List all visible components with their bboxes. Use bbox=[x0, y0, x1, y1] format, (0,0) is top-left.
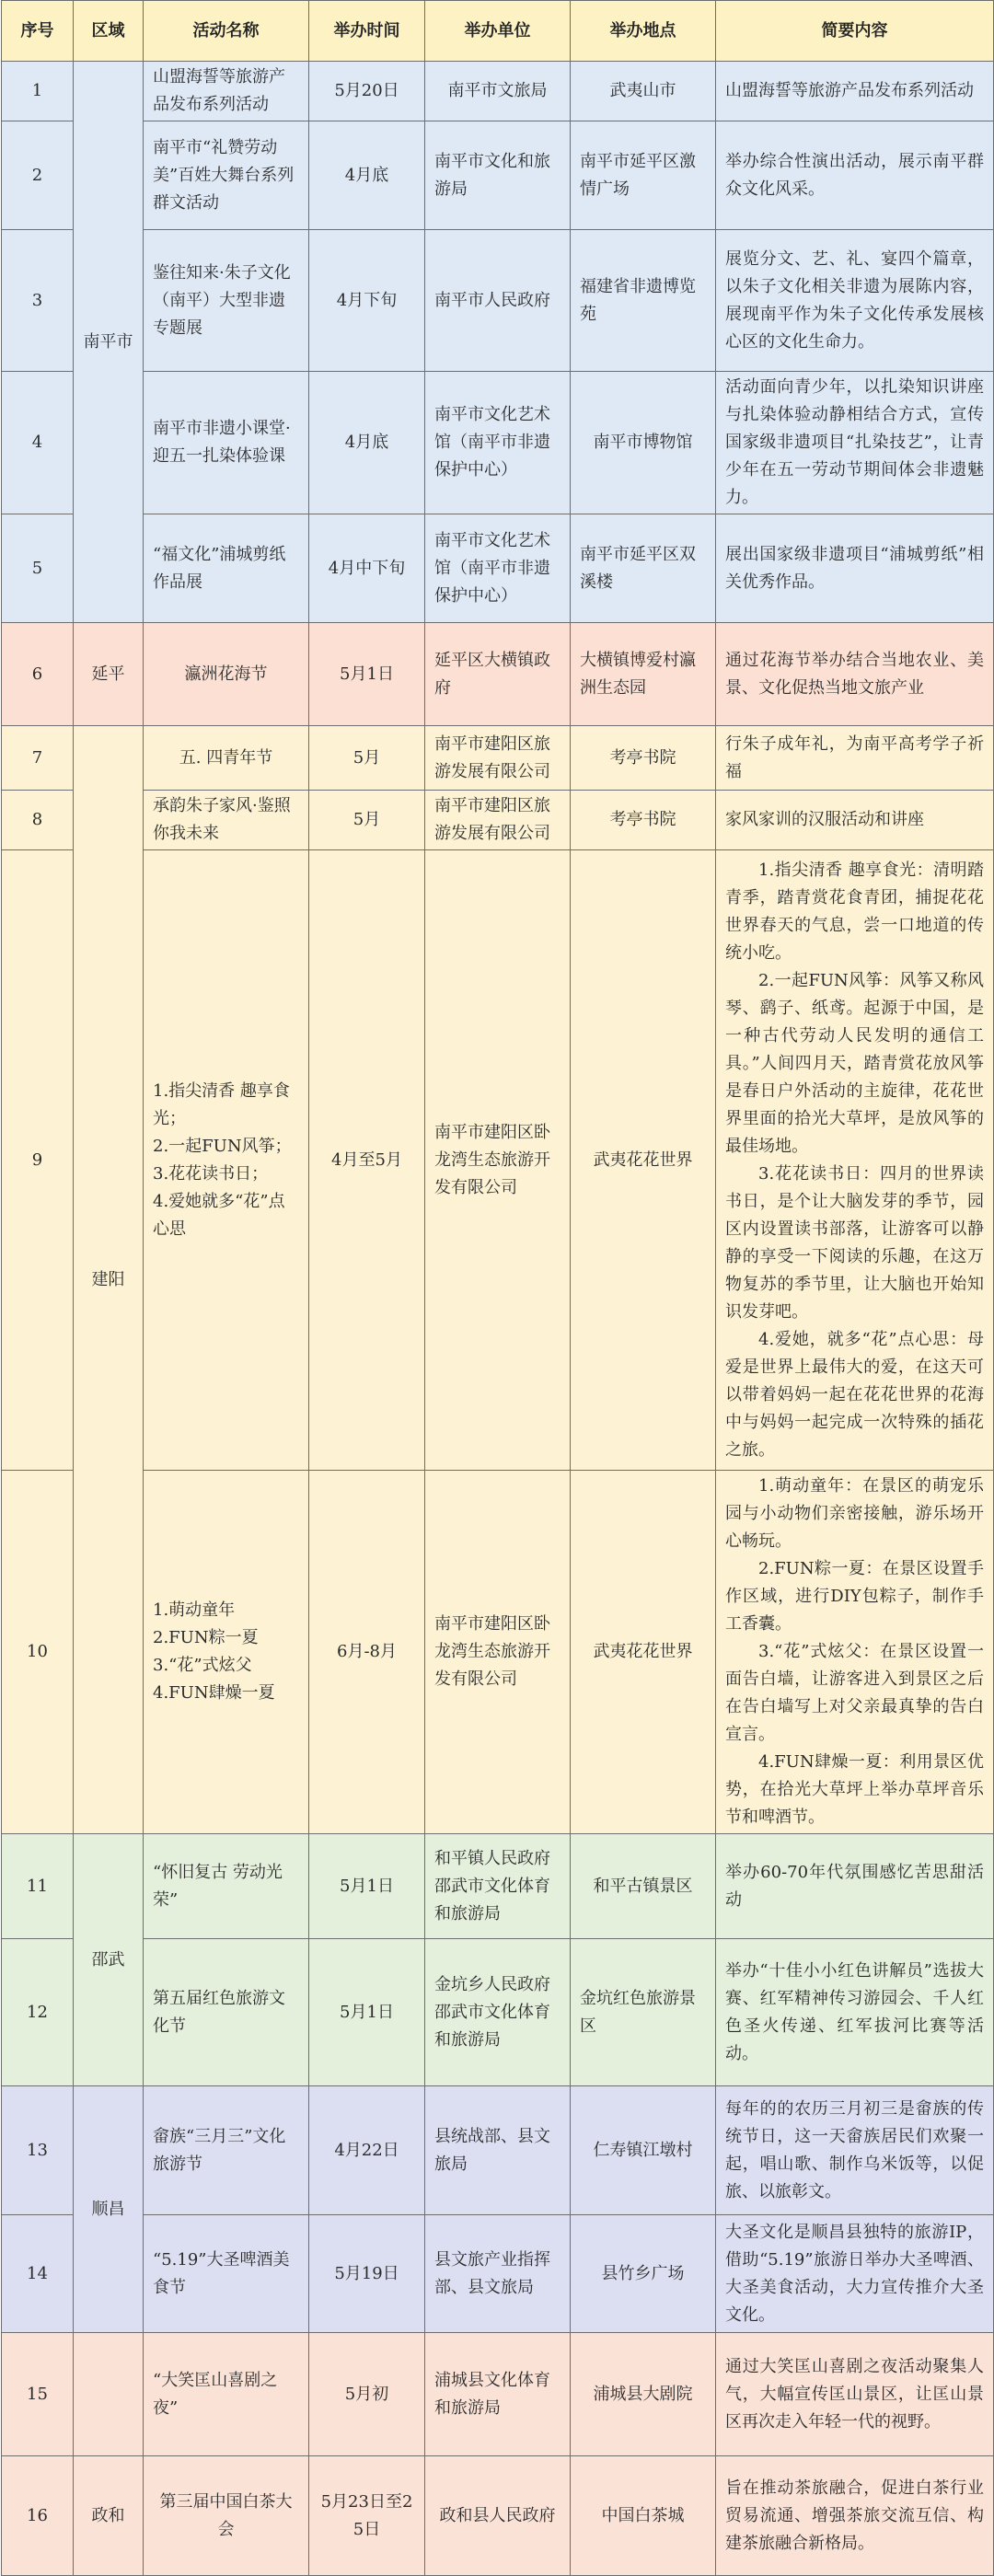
activity-org: 延平区大横镇政府 bbox=[425, 623, 571, 726]
activity-name: 畲族“三月三”文化旅游节 bbox=[144, 2086, 309, 2215]
activity-org: 南平市建阳区旅游发展有限公司 bbox=[425, 726, 571, 791]
activity-table bbox=[1, 0, 994, 2576]
row-no: 16 bbox=[2, 2456, 74, 2576]
activity-place: 福建省非遗博览苑 bbox=[571, 230, 716, 372]
row-no: 8 bbox=[2, 791, 74, 850]
desc-paragraph: 4.爱她，就多“花”点心思：母爱是世界上最伟大的爱，在这天可以带着妈妈一起在花花世界的花海中与妈妈一起完成一次特殊的插花之旅。 bbox=[725, 1329, 984, 1460]
activity-desc bbox=[716, 121, 994, 230]
activity-name: 南平市“礼赞劳动美”百姓大舞台系列群文活动 bbox=[144, 121, 309, 230]
desc-paragraph: 每年的的农历三月初三是畲族的传统节日，这一天畲族居民们欢聚一起，唱山歌、制作乌米饭等，以促旅、以旅彰文。 bbox=[725, 2098, 984, 2201]
desc-paragraph: 通过花海节举办结合当地农业、美景、文化促热当地文旅产业 bbox=[725, 650, 984, 698]
table-row bbox=[2, 2086, 994, 2215]
activity-place: 和平古镇景区 bbox=[571, 1834, 716, 1939]
activity-name: 五. 四青年节 bbox=[144, 726, 309, 791]
activity-desc bbox=[716, 1834, 994, 1939]
activity-org: 南平市建阳区卧龙湾生态旅游开发有限公司 bbox=[425, 1471, 571, 1834]
row-no: 4 bbox=[2, 372, 74, 514]
activity-place: 考亭书院 bbox=[571, 791, 716, 850]
row-no: 6 bbox=[2, 623, 74, 726]
row-no: 3 bbox=[2, 230, 74, 372]
header-time: 举办时间 bbox=[309, 1, 425, 62]
activity-place: 中国白茶城 bbox=[571, 2456, 716, 2576]
activity-desc bbox=[716, 62, 994, 121]
activity-time: 5月1日 bbox=[309, 1834, 425, 1939]
activity-desc bbox=[716, 850, 994, 1471]
header-region: 区域 bbox=[74, 1, 144, 62]
region-cell bbox=[74, 2333, 144, 2456]
activity-org: 南平市文旅局 bbox=[425, 62, 571, 121]
activity-place: 武夷花花世界 bbox=[571, 1471, 716, 1834]
activity-time: 4月22日 bbox=[309, 2086, 425, 2215]
activity-org: 金坑乡人民政府邵武市文化体育和旅游局 bbox=[425, 1939, 571, 2086]
table-row bbox=[2, 2215, 994, 2333]
region-cell: 建阳 bbox=[74, 726, 144, 1834]
activity-org: 和平镇人民政府邵武市文化体育和旅游局 bbox=[425, 1834, 571, 1939]
activity-time: 6月-8月 bbox=[309, 1471, 425, 1834]
activity-org: 浦城县文化体育和旅游局 bbox=[425, 2333, 571, 2456]
activity-org: 南平市建阳区卧龙湾生态旅游开发有限公司 bbox=[425, 850, 571, 1471]
desc-paragraph: 3.花花读书日：四月的世界读书日，是个让大脑发芽的季节，园区内设置读书部落，让游客可以静静的享受一下阅读的乐趣，在这万物复苏的季节里，让大脑也开始知识发芽吧。 bbox=[725, 1163, 984, 1322]
row-no: 15 bbox=[2, 2333, 74, 2456]
table-row bbox=[2, 1834, 994, 1939]
region-cell: 邵武 bbox=[74, 1834, 144, 2086]
activity-name: “5.19”大圣啤酒美食节 bbox=[144, 2215, 309, 2333]
activity-place: 武夷花花世界 bbox=[571, 850, 716, 1471]
table-row bbox=[2, 372, 994, 514]
row-no: 9 bbox=[2, 850, 74, 1471]
desc-paragraph: 举办“十佳小小红色讲解员”选拔大赛、红军精神传习游园会、千人红色圣火传递、红军拔河比赛等活动。 bbox=[725, 1960, 984, 2063]
activity-desc bbox=[716, 372, 994, 514]
activity-desc bbox=[716, 2215, 994, 2333]
desc-paragraph: 1.指尖清香 趣享食光：清明踏青季，踏青赏花食青团，捕捉花花世界春天的气息，尝一口地道的传统小吃。 bbox=[725, 860, 984, 963]
desc-paragraph: 活动面向青少年，以扎染知识讲座与扎染体验动静相结合方式，宣传国家级非遗项目“扎染技艺”，让青少年在五一劳动节期间体会非遗魅力。 bbox=[725, 377, 984, 507]
activity-name: “怀旧复古 劳动光荣” bbox=[144, 1834, 309, 1939]
activity-desc bbox=[716, 514, 994, 623]
activity-time: 5月1日 bbox=[309, 623, 425, 726]
activity-org: 南平市人民政府 bbox=[425, 230, 571, 372]
activity-time: 4月底 bbox=[309, 372, 425, 514]
table-row bbox=[2, 2456, 994, 2576]
desc-paragraph: 展览分文、艺、礼、宴四个篇章，以朱子文化相关非遗为展陈内容，展现南平作为朱子文化传承发展核心区的文化生命力。 bbox=[725, 248, 984, 352]
activity-name: “大笑匡山喜剧之夜” bbox=[144, 2333, 309, 2456]
table-row bbox=[2, 1939, 994, 2086]
desc-paragraph: 举办综合性演出活动，展示南平群众文化风采。 bbox=[725, 151, 984, 199]
activity-desc bbox=[716, 1939, 994, 2086]
desc-paragraph: 通过大笑匡山喜剧之夜活动聚集人气，大幅宣传匡山景区，让匡山景区再次走入年轻一代的视野。 bbox=[725, 2356, 984, 2432]
header-desc: 简要内容 bbox=[716, 1, 994, 62]
table-row bbox=[2, 514, 994, 623]
row-no: 1 bbox=[2, 62, 74, 121]
desc-paragraph: 4.FUN肆燥一夏：利用景区优势，在拾光大草坪上举办草坪音乐节和啤酒节。 bbox=[725, 1752, 984, 1827]
desc-paragraph: 2.一起FUN风筝：风筝又称风琴、鹞子、纸鸢。起源于中国，是一种古代劳动人民发明的通信工具。”人间四月天，踏青赏花放风筝是春日户外活动的主旋律，花花世界里面的拾光大草坪，是放风筝的最佳场地。 bbox=[725, 970, 984, 1156]
activity-place: 仁寿镇江墩村 bbox=[571, 2086, 716, 2215]
row-no: 5 bbox=[2, 514, 74, 623]
desc-paragraph: 行朱子成年礼，为南平高考学子祈福 bbox=[725, 734, 984, 781]
activity-time: 5月初 bbox=[309, 2333, 425, 2456]
activity-time: 5月 bbox=[309, 791, 425, 850]
activity-desc bbox=[716, 230, 994, 372]
header-name: 活动名称 bbox=[144, 1, 309, 62]
activity-desc bbox=[716, 1471, 994, 1834]
activity-org: 南平市文化和旅游局 bbox=[425, 121, 571, 230]
activity-desc bbox=[716, 2333, 994, 2456]
table-row bbox=[2, 121, 994, 230]
region-cell: 顺昌 bbox=[74, 2086, 144, 2333]
activity-place: 大横镇博爱村瀛洲生态园 bbox=[571, 623, 716, 726]
activity-org: 县文旅产业指挥部、县文旅局 bbox=[425, 2215, 571, 2333]
activity-name: “福文化”浦城剪纸作品展 bbox=[144, 514, 309, 623]
activity-time: 5月1日 bbox=[309, 1939, 425, 2086]
header-row bbox=[2, 1, 994, 62]
desc-paragraph: 2.FUN粽一夏：在景区设置手作区域，进行DIY包粽子，制作手工香囊。 bbox=[725, 1559, 984, 1634]
desc-paragraph: 展出国家级非遗项目“浦城剪纸”相关优秀作品。 bbox=[725, 544, 984, 592]
table-row bbox=[2, 623, 994, 726]
activity-name: 第五届红色旅游文化节 bbox=[144, 1939, 309, 2086]
activity-org: 县统战部、县文旅局 bbox=[425, 2086, 571, 2215]
row-no: 10 bbox=[2, 1471, 74, 1834]
header-no: 序号 bbox=[2, 1, 74, 62]
activity-time: 4月下旬 bbox=[309, 230, 425, 372]
activity-name: 南平市非遗小课堂·迎五一扎染体验课 bbox=[144, 372, 309, 514]
activity-place: 浦城县大剧院 bbox=[571, 2333, 716, 2456]
row-no: 2 bbox=[2, 121, 74, 230]
region-cell: 延平 bbox=[74, 623, 144, 726]
activity-time: 5月19日 bbox=[309, 2215, 425, 2333]
activity-org: 政和县人民政府 bbox=[425, 2456, 571, 2576]
activity-place: 武夷山市 bbox=[571, 62, 716, 121]
activity-desc bbox=[716, 791, 994, 850]
table-row bbox=[2, 850, 994, 1471]
desc-paragraph: 家风家训的汉服活动和讲座 bbox=[725, 810, 924, 829]
activity-place: 金坑红色旅游景区 bbox=[571, 1939, 716, 2086]
activity-place: 南平市博物馆 bbox=[571, 372, 716, 514]
activity-name: 1.指尖清香 趣享食光； 2.一起FUN风筝； 3.花花读书日； 4.爱她就多“花”点心思 bbox=[144, 850, 309, 1471]
activity-time: 4月底 bbox=[309, 121, 425, 230]
row-no: 7 bbox=[2, 726, 74, 791]
activity-org: 南平市文化艺术馆（南平市非遗保护中心） bbox=[425, 372, 571, 514]
activity-name: 1.萌动童年 2.FUN粽一夏 3.“花”式炫父 4.FUN肆燥一夏 bbox=[144, 1471, 309, 1834]
activity-name: 鉴往知来·朱子文化（南平）大型非遗专题展 bbox=[144, 230, 309, 372]
activity-place: 南平市延平区双溪楼 bbox=[571, 514, 716, 623]
desc-paragraph: 举办60-70年代氛围感忆苦思甜活动 bbox=[725, 1862, 984, 1910]
activity-name: 山盟海誓等旅游产品发布系列活动 bbox=[144, 62, 309, 121]
table-row bbox=[2, 791, 994, 850]
desc-paragraph: 3.“花”式炫父：在景区设置一面告白墙，让游客进入到景区之后在告白墙写上对父亲最真挚的告白宣言。 bbox=[725, 1642, 984, 1744]
desc-paragraph: 1.萌动童年：在景区的萌宠乐园与小动物们亲密接触，游乐场开心畅玩。 bbox=[725, 1476, 984, 1551]
activity-time: 5月 bbox=[309, 726, 425, 791]
row-no: 12 bbox=[2, 1939, 74, 2086]
header-place: 举办地点 bbox=[571, 1, 716, 62]
table-row bbox=[2, 1471, 994, 1834]
desc-paragraph: 旨在推动茶旅融合，促进白茶行业贸易流通、增强茶旅交流互信、构建茶旅融合新格局。 bbox=[725, 2478, 984, 2553]
row-no: 13 bbox=[2, 2086, 74, 2215]
row-no: 14 bbox=[2, 2215, 74, 2333]
activity-desc bbox=[716, 726, 994, 791]
table-row bbox=[2, 62, 994, 121]
table-row bbox=[2, 2333, 994, 2456]
activity-desc bbox=[716, 623, 994, 726]
activity-org: 南平市文化艺术馆（南平市非遗保护中心） bbox=[425, 514, 571, 623]
activity-time: 5月20日 bbox=[309, 62, 425, 121]
activity-time: 4月中下旬 bbox=[309, 514, 425, 623]
activity-place: 考亭书院 bbox=[571, 726, 716, 791]
activity-org: 南平市建阳区旅游发展有限公司 bbox=[425, 791, 571, 850]
table-row bbox=[2, 726, 994, 791]
activity-place: 县竹乡广场 bbox=[571, 2215, 716, 2333]
activity-desc bbox=[716, 2086, 994, 2215]
desc-paragraph: 大圣文化是顺昌县独特的旅游IP，借助“5.19”旅游日举办大圣啤酒、大圣美食活动，大力宣传推介大圣文化。 bbox=[725, 2222, 984, 2325]
activity-desc bbox=[716, 2456, 994, 2576]
activity-time: 4月至5月 bbox=[309, 850, 425, 1471]
desc-paragraph: 山盟海誓等旅游产品发布系列活动 bbox=[725, 81, 974, 100]
activity-place: 南平市延平区激情广场 bbox=[571, 121, 716, 230]
table-row bbox=[2, 230, 994, 372]
region-cell: 政和 bbox=[74, 2456, 144, 2576]
header-org: 举办单位 bbox=[425, 1, 571, 62]
row-no: 11 bbox=[2, 1834, 74, 1939]
activity-name: 瀛洲花海节 bbox=[144, 623, 309, 726]
activity-name: 承韵朱子家风·鉴照你我未来 bbox=[144, 791, 309, 850]
activity-time: 5月23日至25日 bbox=[309, 2456, 425, 2576]
activity-name: 第三届中国白茶大会 bbox=[144, 2456, 309, 2576]
region-cell: 南平市 bbox=[74, 62, 144, 623]
